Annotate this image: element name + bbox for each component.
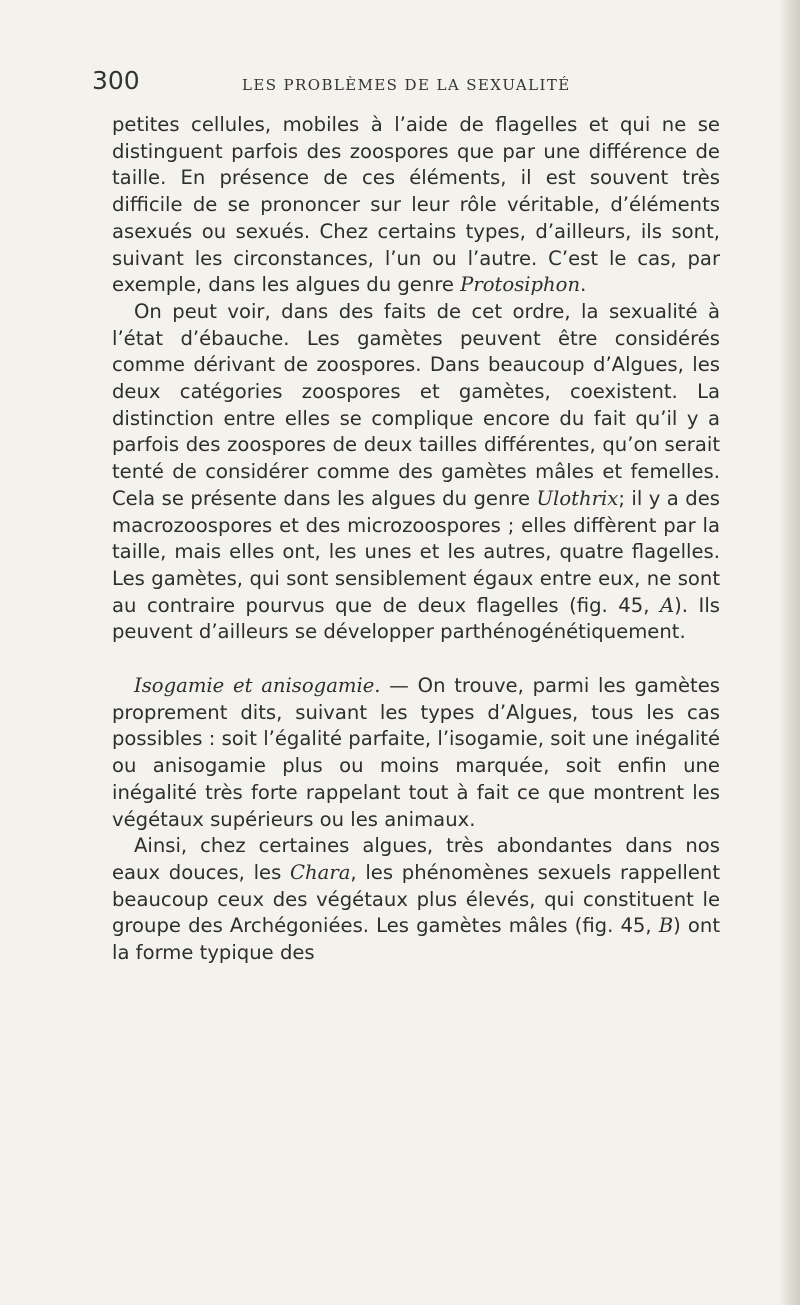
running-title: LES PROBLÈMES DE LA SEXUALITÉ xyxy=(242,76,571,94)
paragraph-4-middle: , les phénomènes sexuels rappellent beaucoup ceux des végétaux plus élevés, qui constituent le groupe des Archégoniées. Les gamètes mâles (fig. 45, xyxy=(112,860,720,938)
paragraph-2 xyxy=(112,299,720,646)
section-gap xyxy=(112,646,720,673)
genus-chara: Chara xyxy=(290,860,351,884)
section-heading: Isogamie et anisogamie. xyxy=(134,674,381,698)
paragraph-4-text: Ainsi, chez certaines algues, très abondantes dans nos eaux douces, les xyxy=(112,834,720,884)
paragraph-3 xyxy=(112,673,720,833)
figure-ref-b: B xyxy=(658,914,674,938)
paragraph-1 xyxy=(112,112,720,299)
genus-protosiphon: Protosiphon xyxy=(460,273,581,297)
figure-ref-a: A xyxy=(660,593,675,617)
paragraph-3-text: — On trouve, parmi les gamètes proprement dits, suivant les types d’Algues, tous les cas possibles : soit l’égalité parfaite, l’isogamie, soit une inégalité ou anisogamie plus ou moins marquée, soit enfin une inégalité très forte rappelant tout à fait ce que montrent les végétaux supérieurs ou les animaux. xyxy=(112,674,720,831)
paragraph-2-middle: ; il y a des macrozoospores et des microzoospores ; elles diffèrent par la taille, mais elles ont, les unes et les autres, quatre flagelles. Les gamètes, qui sont sensiblement égaux entre eux, ne sont au contraire pourvus que de deux flagelles (fig. 45, xyxy=(112,486,720,617)
paragraph-4-end: ) ont la forme typique des xyxy=(112,914,720,965)
paragraph-2-text: On peut voir, dans des faits de cet ordre, la sexualité à l’état d’ébauche. Les gamètes peuvent être considérés comme dérivant de zoospores. Dans beaucoup d’Algues, les deux catégories zoospores et gamètes, coexistent. La distinction entre elles se complique encore du fait qu’il y a parfois des zoospores de deux tailles différentes, qu’on serait tenté de considérer comme des gamètes mâles et femelles. Cela se présente dans les algues du genre xyxy=(112,299,720,510)
page-number: 300 xyxy=(92,66,140,95)
page-edge-shadow xyxy=(778,0,800,1305)
page-header xyxy=(92,66,732,106)
paragraph-2-end: ). Ils peuvent d’ailleurs se développer parthénogénétiquement. xyxy=(112,593,720,644)
paragraph-1-text: petites cellules, mobiles à l’aide de flagelles et qui ne se distinguent parfois des zoospores que par une différence de taille. En présence de ces éléments, il est souvent très difficile de se prononcer sur leur rôle véritable, d’éléments asexués ou sexués. Chez certains types, d’ailleurs, ils sont, suivant les circonstances, l’un ou l’autre. C’est le cas, par exemple, dans les algues du genre xyxy=(112,113,720,297)
paragraph-4 xyxy=(112,833,720,967)
genus-ulothrix: Ulothrix xyxy=(536,486,619,510)
body-text xyxy=(112,112,720,967)
paragraph-1-end: . xyxy=(580,273,587,297)
